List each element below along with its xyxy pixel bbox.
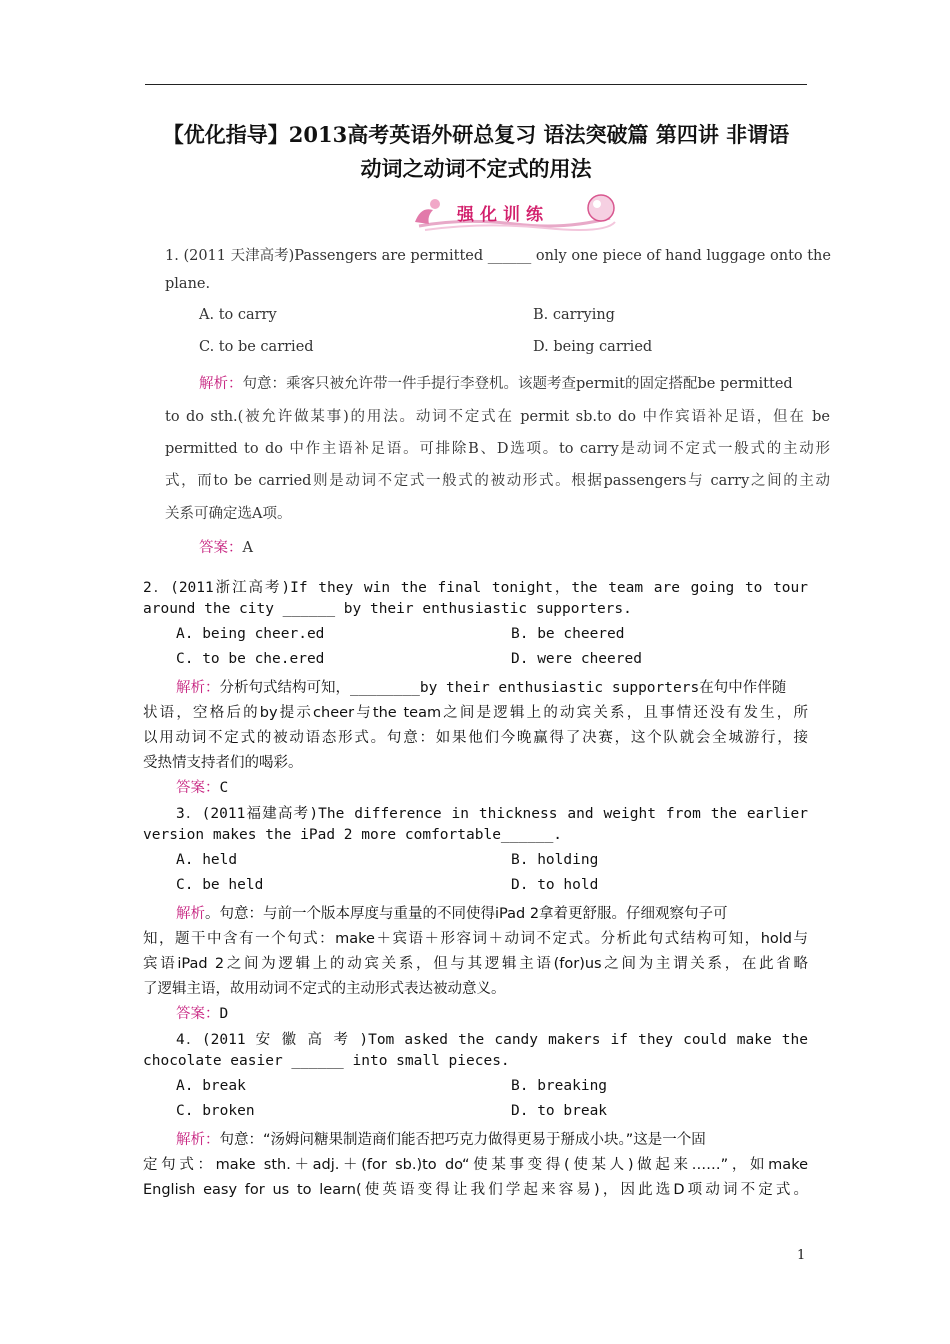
q1-option-c: C. to be carried xyxy=(199,339,314,355)
q3-option-c: C. be held xyxy=(176,877,264,893)
q1-analysis-line-1: 解析：句意：乘客只被允许带一件手提行李登机。该题考查permit的固定搭配be permitted xyxy=(199,376,793,392)
q1-stem-line-2: plane. xyxy=(165,276,211,292)
q3-analysis-line-3: 宾语iPad 2之间为逻辑上的动宾关系，但与其逻辑主语(for)us之间为主谓关系，在此省略 xyxy=(143,956,808,972)
q4-option-d: D. to break xyxy=(511,1103,608,1119)
q3-answer-value: D xyxy=(219,1006,229,1022)
q3-analysis-line-2: 知，题干中含有一个句式：make＋宾语＋形容词＋动词不定式。分析此句式结构可知，hold与 xyxy=(143,931,808,947)
q3-analysis-label: 解析 xyxy=(176,906,205,922)
header-rule xyxy=(145,84,807,85)
q1-analysis-line-3: permitted to do 中作主语补足语。可排除B、D选项。to carry是动词不定式一般式的主动形 xyxy=(165,441,830,457)
q1-option-a: A. to carry xyxy=(199,307,277,323)
q4-analysis-line-1: 解析：句意：“汤姆问糖果制造商们能否把巧克力做得更易于掰成小块。”这是一个固 xyxy=(176,1132,706,1148)
q4-stem-line-1: 4．(2011 安 徽 高 考 )Tom asked the candy makers if they could make the xyxy=(176,1032,808,1048)
q3-answer-label: 答案： xyxy=(176,1006,220,1022)
q4-analysis-line-3: English easy for us to learn(使英语变得让我们学起来容易)，因此选D项动词不定式。 xyxy=(143,1182,808,1198)
q2-answer-value: C xyxy=(219,780,229,796)
q2-analysis-line-3: 以用动词不定式的被动语态形式。句意：如果他们今晚赢得了决赛，这个队就会全城游行，接 xyxy=(143,730,808,746)
q1-answer-label: 答案： xyxy=(199,540,243,556)
q4-option-b: B. breaking xyxy=(511,1078,608,1094)
q3-answer xyxy=(176,1002,228,1023)
q1-stem-line-1: 1. (2011 天津高考)Passengers are permitted ______ only one piece of hand luggage onto the xyxy=(165,248,831,264)
banner-label: 强化训练 xyxy=(457,205,549,225)
q1-analysis-label: 解析： xyxy=(199,376,243,392)
q4-option-c: C. broken xyxy=(176,1103,255,1119)
q2-stem-line-2: around the city ______ by their enthusiastic supporters. xyxy=(143,601,632,617)
section-banner xyxy=(405,192,625,236)
q4-analysis-line-2: 定句式：make sth.＋adj.＋(for sb.)to do“使某事变得(使某人)做起来……”，如make xyxy=(143,1157,808,1173)
q2-analysis-line-1: 解析：分析句式结构可知，________by their enthusiastic supporters在句中作伴随 xyxy=(176,680,787,696)
q1-option-d: D. being carried xyxy=(533,339,653,355)
q2-option-c: C. to be che.ered xyxy=(176,651,325,667)
q4-option-a: A. break xyxy=(176,1078,246,1094)
q1-analysis-line-2: to do sth.(被允许做某事)的用法。动词不定式在 permit sb.to do 中作宾语补足语，但在 be xyxy=(165,409,830,425)
title-line-1: 【优化指导】2013高考英语外研总复习 语法突破篇 第四讲 非谓语 xyxy=(162,122,790,147)
q2-answer xyxy=(176,776,228,797)
q3-option-d: D. to hold xyxy=(511,877,599,893)
q1-analysis-line-4: 式，而to be carried则是动词不定式一般式的被动形式。根据passengers与 carry之间的主动 xyxy=(165,473,830,489)
q2-option-d: D. were cheered xyxy=(511,651,642,667)
q2-stem-line-1: 2．(2011浙江高考)If they win the final tonight，the team are going to tour xyxy=(143,580,808,596)
page-number: 1 xyxy=(797,1248,806,1263)
q1-option-b: B. carrying xyxy=(533,307,615,323)
q2-option-b: B. be cheered xyxy=(511,626,625,642)
q2-analysis-line-4: 受热情支持者们的喝彩。 xyxy=(143,755,303,771)
q3-analysis-line-4: 了逻辑主语，故用动词不定式的主动形式表达被动意义。 xyxy=(143,981,506,997)
page-title xyxy=(140,118,812,186)
q2-option-a: A. being cheer.ed xyxy=(176,626,325,642)
q3-option-a: A. held xyxy=(176,852,238,868)
q1-answer xyxy=(199,536,253,557)
q4-analysis-label: 解析： xyxy=(176,1132,220,1148)
title-line-2: 动词之动词不定式的用法 xyxy=(360,156,592,181)
q4-stem-line-2: chocolate easier ______ into small pieces. xyxy=(143,1053,510,1069)
q3-option-b: B. holding xyxy=(511,852,599,868)
q2-answer-label: 答案： xyxy=(176,780,220,796)
q1-answer-value: A xyxy=(242,540,253,556)
q1-analysis-line-5: 关系可确定选A项。 xyxy=(165,506,292,522)
q2-analysis-label: 解析： xyxy=(176,680,220,696)
q3-analysis-line-1: 解析。句意：与前一个版本厚度与重量的不同使得iPad 2拿着更舒服。仔细观察句子可 xyxy=(176,906,728,922)
q3-stem-line-1: 3．(2011福建高考)The difference in thickness and weight from the earlier xyxy=(176,806,808,822)
q2-analysis-line-2: 状语，空格后的by提示cheer与the team之间是逻辑上的动宾关系，且事情还没有发生，所 xyxy=(143,705,808,721)
q3-stem-line-2: version makes the iPad 2 more comfortable______. xyxy=(143,827,563,843)
